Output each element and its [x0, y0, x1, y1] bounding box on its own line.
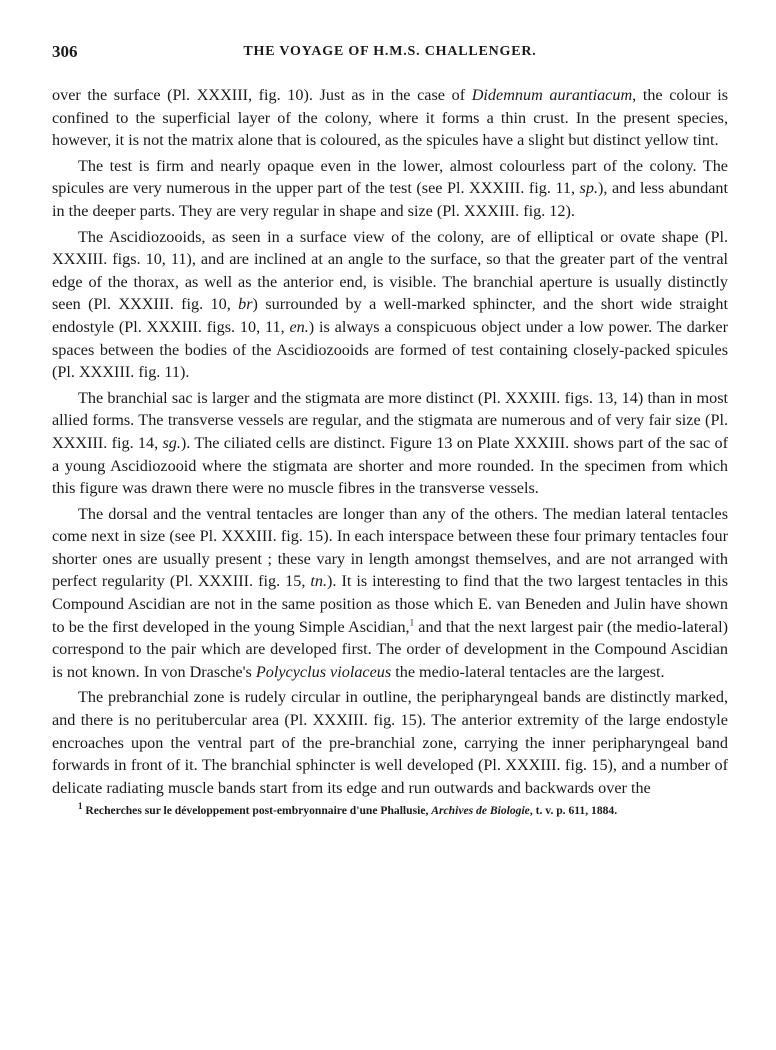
paragraph: The Ascidiozooids, as seen in a surface view of the colony, are of elliptical or ovate shape (Pl. XXXIII. figs. 10, 11), and are inclined at an angle to the surface, so that the greater part of the ventral edge of the thorax, as well as the anterior end, is visible. The branchial aperture is usually distinctly seen (Pl. XXXIII. fig. 10, br) surrounded by a well-marked sphincter, and the short wide straight endostyle (Pl. XXXIII. figs. 10, 11, en.) is always a conspicuous object under a low power. The darker spaces between the bodies of the Ascidiozooids are formed of test containing closely-packed spicules (Pl. XXXIII. fig. 11).	[52, 227, 729, 382]
paragraph: The prebranchial zone is rudely circular in outline, the peripharyngeal bands are distinctly marked, and there is no peritubercular area (Pl. XXXIII. fig. 15). The anterior extremity of the large endostyle encroaches upon the ventral part of the pre-branchial zone, carrying the inner peripharyngeal band forwards in front of it. The branchial sphincter is well developed (Pl. XXXIII. fig. 15), and a number of delicate radiating muscle bands start from its edge and run outwards and backwards over the	[52, 688, 728, 797]
paragraph: The dorsal and the ventral tentacles are longer than any of the others. The median lateral tentacles come next in size (see Pl. XXXIII. fig. 15). In each interspace between these four primary tentacles four shorter ones are usually present ; these vary in length amongst themselves, and are not arranged with perfect regularity (Pl. XXXIII. fig. 15, tn.). It is interesting to find that the two largest tentacles in this Compound Ascidian are not in the same position as those which E. van Beneden and Julin have shown to be the first developed in the young Simple Ascidian,$^1$ and that the next largest pair (the medio-lateral) correspond to the pair which are developed first. The order of development in the Compound Ascidian is not known. In von Drasche's Polycyclus violaceus the medio-lateral tentacles are the largest.	[52, 504, 728, 681]
running-title: THE VOYAGE OF H.M.S. CHALLENGER.	[243, 44, 537, 59]
paragraph: over the surface (Pl. XXXIII, fig. 10). Just as in the case of Didemnum aurantiacum, the colour is confined to the superficial layer of the colony, where it forms a thin crust. In the present species, however, it is not the matrix alone that is coloured, as the spicules have a slight but distinct yellow tint.	[52, 86, 729, 150]
page-number: 306	[52, 42, 78, 61]
paragraph: The branchial sac is larger and the stigmata are more distinct (Pl. XXXIII. figs. 13, 14) than in most allied forms. The transverse vessels are regular, and the stigmata are numerous and of very fair size (Pl. XXXIII. fig. 14, sg.). The ciliated cells are distinct. Figure 13 on Plate XXXIII. shows part of the sac of a young Ascidiozooid where the stigmata are shorter and more rounded. In the specimen from which this figure was drawn there were no muscle fibres in the transverse vessels.	[52, 388, 728, 498]
document-page	[52, 42, 728, 819]
footnote: $^1$ Recherches sur le développement post-embryonnaire d'une Phallusie, Archives de Biologie, t. v. p. 611, 1884.	[78, 801, 618, 818]
page-header	[52, 42, 728, 72]
paragraph: The test is firm and nearly opaque even in the lower, almost colourless part of the colony. The spicules are very numerous in the upper part of the test (see Pl. XXXIII. fig. 11, sp.), and less abundant in the deeper parts. They are very regular in shape and size (Pl. XXXIII. fig. 12).	[52, 156, 728, 220]
body-text	[52, 84, 728, 799]
